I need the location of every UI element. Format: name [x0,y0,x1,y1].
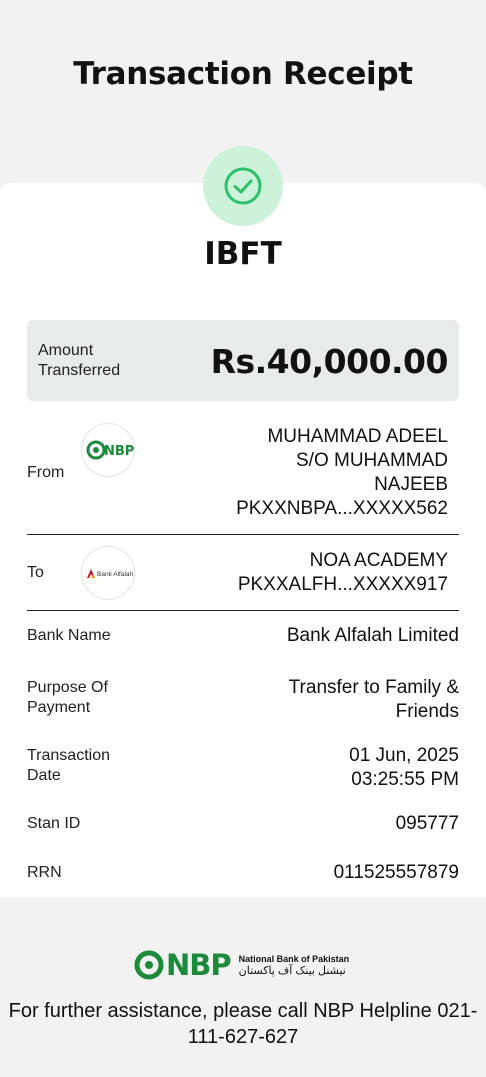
from-bank-logo [81,423,135,477]
footer-nbp-logo [134,948,349,982]
from-row [27,424,459,524]
detail-value: Bank Alfalah Limited [286,625,459,646]
to-name: NOA ACADEMY [309,550,448,571]
transaction-type: IBFT [204,236,282,272]
from-account: PKXXNBPA...XXXXX562 [236,498,448,519]
detail-value: 095777 [395,813,459,834]
page-title: Transaction Receipt [73,56,413,92]
detail-label: RRN [27,864,62,881]
from-name-line-2: S/O MUHAMMAD [296,450,448,471]
from-name-line-3: NAJEEB [374,474,448,495]
footer-brand-urdu: نیشنل بینک آف پاکستان [238,965,346,977]
nbp-logo-icon [134,948,164,982]
bank-alfalah-logo-icon [86,566,134,580]
to-account: PKXXALFH...XXXXX917 [237,574,448,595]
detail-label: Purpose Of Payment [27,679,108,716]
detail-label: Bank Name [27,627,111,644]
detail-value: 01 Jun, 2025 03:25:55 PM [349,745,459,790]
from-name-line-1: MUHAMMAD ADEEL [267,426,448,447]
to-row [27,546,459,602]
detail-value: Transfer to Family & Friends [288,677,459,722]
detail-label: Transaction Date [27,747,110,784]
svg-text:NBP: NBP [104,444,135,459]
divider [27,610,459,611]
svg-text:Bank Alfalah: Bank Alfalah [97,571,134,578]
success-badge [203,146,283,226]
from-label: From [27,464,65,481]
to-label: To [27,564,44,581]
amount-value: Rs.40,000.00 [210,342,448,381]
amount-box [27,320,459,401]
footer-brand-full: National Bank of Pakistan [238,954,350,964]
check-circle-icon [223,166,263,206]
nbp-logo-icon [87,440,135,460]
to-bank-logo [81,546,135,600]
help-text: For further assistance, please call NBP Helpline 021-111-627-627 [8,1000,478,1048]
divider [27,534,459,535]
footer-brand: NBP [166,948,231,982]
amount-label: Amount Transferred [38,342,121,379]
detail-label: Stan ID [27,815,81,832]
detail-value: 011525557879 [333,862,459,883]
